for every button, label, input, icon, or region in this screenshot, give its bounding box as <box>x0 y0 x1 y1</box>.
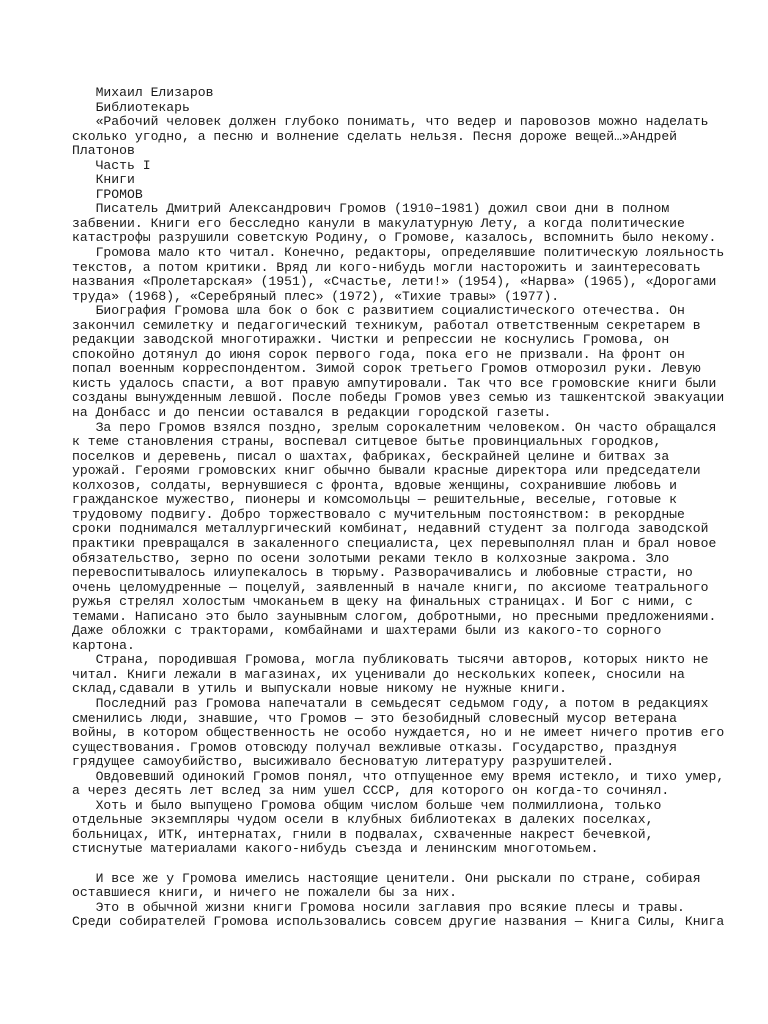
text-line: Библиотекарь <box>72 99 190 115</box>
text-line: на Донбасс и до пенсии оставался в редакции городской газеты. <box>72 405 552 421</box>
text-line: Часть I <box>72 157 151 173</box>
text-line: катастрофы разрушили советскую Родину, о Громове, казалось, вспомнить было некому. <box>72 230 717 246</box>
text-line: урожай. Героями громовских книг обычно бывали красные директора или председатели <box>72 463 701 479</box>
text-line: гражданское мужество, пионеры и комсомольцы — решительные, веселые, готовые к <box>72 492 678 508</box>
text-line: к теме становления страны, воспевал ситцевое бытье провинциальных городков, <box>72 434 662 450</box>
text-line: склад,сдавали в утиль и выпускали новые никому не нужные книги. <box>72 681 568 697</box>
text-line: «Рабочий человек должен глубоко понимать, что ведер и паровозов можно наделать <box>72 114 709 130</box>
text-line: грядущее самоубийство, высиживало бесноватую литературу разрушителей. <box>72 754 615 770</box>
text-line: Платонов <box>72 143 135 159</box>
text-line: редакции заводской многотиражки. Чистки и репрессии не коснулись Громова, он <box>72 332 670 348</box>
text-line: кисть удалось спасти, а вот правую ампутировали. Так что все громовские книги были <box>72 375 717 391</box>
blank-line <box>72 857 698 872</box>
text-line: ГРОМОВ <box>72 186 143 202</box>
text-line: перевоспитывалось илиупекалось в тюрьму. Разворачивались и любовные страсти, но <box>72 565 693 581</box>
text-line: Это в обычной жизни книги Громова носили заглавия про всякие плесы и травы. <box>72 899 685 915</box>
text-line: оставшиеся книги, и ничего не пожалели бы за них. <box>72 885 458 901</box>
text-line: За перо Громов взялся поздно, зрелым сорокалетним человеком. Он часто обращался <box>72 419 717 435</box>
text-line: И все же у Громова имелись настоящие ценители. Они рыскали по стране, собирая <box>72 870 701 886</box>
text-line: сменились люди, знавшие, что Громов — это безобидный словесный мусор ветерана <box>72 710 678 726</box>
text-line: Последний раз Громова напечатали в семьдесят седьмом году, а потом в редакциях <box>72 695 709 711</box>
text-line: существования. Громов отовсюду получал вежливые отказы. Государство, празднуя <box>72 739 678 755</box>
text-line: картона. <box>72 637 135 653</box>
text-line: стиснутые материалами какого-нибудь съезда и ленинским многотомьем. <box>72 841 599 857</box>
text-line: сколько угодно, а песню и волнение сделать нельзя. Песня дороже вещей…»Андрей <box>72 128 678 144</box>
text-line: ружья стрелял холостым чмоканьем в щеку на финальных страницах. И Бог с ними, с <box>72 594 693 610</box>
text-line: спокойно дотянул до июня сорок первого года, пока его не призвали. На фронт он <box>72 346 685 362</box>
text-line: очень целомудренные — поцелуй, заявленный в начале книги, по аксиоме театрального <box>72 579 709 595</box>
text-line: попал военным корреспондентом. Зимой сорок третьего Громов отморозил руки. Левую <box>72 361 701 377</box>
text-line: Михаил Елизаров <box>72 85 214 100</box>
text-line: колхозов, солдаты, вернувшиеся с фронта, вдовые женщины, сохранившие любовь и <box>72 477 678 493</box>
text-line: Биография Громова шла бок о бок с развитием социалистического отечества. Он <box>72 303 685 319</box>
text-line: Даже обложки с тракторами, комбайнами и шахтерами были из какого-то сорного <box>72 623 662 639</box>
text-line: темами. Написано это было заунывным слогом, добротными, но пресными предложениями. <box>72 608 717 624</box>
text-line: отдельные экземпляры чудом осели в клубных библиотеках в далеких поселках, <box>72 812 654 828</box>
text-line: Хоть и было выпущено Громова общим числом больше чем полмиллиона, только <box>72 797 662 813</box>
text-line: обязательство, зерно по осени золотыми реками текло в колхозные закрома. Зло <box>72 550 670 566</box>
text-line: Овдовевший одинокий Громов понял, что отпущенное ему время истекло, и тихо умер, <box>72 768 725 784</box>
text-line: созданы вынужденным левшой. После победы Громов увез семью из ташкентской эвакуации <box>72 390 725 406</box>
text-line: читал. Книги лежали в магазинах, их уценивали до нескольких копеек, сносили на <box>72 666 685 682</box>
text-line: труда» (1968), «Серебряный плес» (1972), «Тихие травы» (1977). <box>72 288 560 304</box>
text-line: Писатель Дмитрий Александрович Громов (1910–1981) дожил свои дни в полном <box>72 201 670 217</box>
text-line: Страна, породившая Громова, могла публиковать тысячи авторов, которых никто не <box>72 652 709 668</box>
text-line: забвении. Книги его бесследно канули в макулатурную Лету, а когда политические <box>72 215 685 231</box>
text-line: а через десять лет вслед за ним ушел СССР, для которого он когда-то сочинял. <box>72 783 670 799</box>
text-line: больницах, ИТК, интернатах, гнили в подвалах, схваченные накрест бечевкой, <box>72 826 654 842</box>
text-line: поселков и деревень, писал о шахтах, фабриках, бескрайней целине и битвах за <box>72 448 670 464</box>
text-line: практики превращался в закаленного специалиста, цех перевыполнял план и брал новое <box>72 535 717 551</box>
text-line: Среди собирателей Громова использовались совсем другие названия — Книга Силы, Книга <box>72 914 725 930</box>
text-line: войны, в котором общественность не особо нуждается, но и не имеет ничего против его <box>72 725 725 741</box>
text-line: Книги <box>72 172 135 188</box>
text-line: закончил семилетку и педагогический техникум, работал ответственным секретарем в <box>72 317 701 333</box>
text-line: сроки поднимался металлургический комбинат, недавний студент за полгода заводской <box>72 521 709 537</box>
text-line: трудовому подвигу. Добро торжествовало с мучительным постоянством: в рекордные <box>72 506 685 522</box>
text-line: Громова мало кто читал. Конечно, редакторы, определявшие политическую лояльность <box>72 245 725 261</box>
document-page <box>72 85 725 930</box>
text-line: текстов, а потом критики. Вряд ли кого-нибудь могли насторожить и заинтересовать <box>72 259 701 275</box>
text-line: названия «Пролетарская» (1951), «Счастье, лети!» (1954), «Нарва» (1965), «Дорогами <box>72 274 717 290</box>
